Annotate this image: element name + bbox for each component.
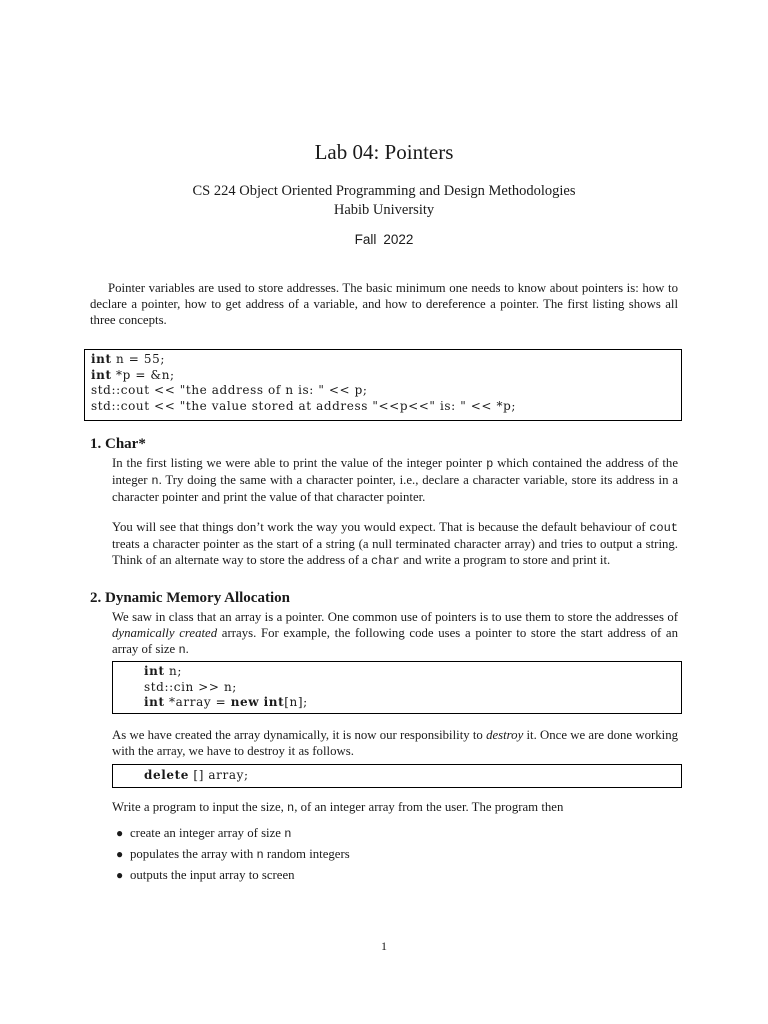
inline-code: n: [151, 474, 159, 488]
emphasis-text: destroy: [486, 728, 524, 742]
text-run: arrays. For example, the following code uses a pointer to store the start address of an array of size: [112, 626, 678, 656]
inline-code: n: [284, 827, 292, 841]
text-run: create an integer array of size: [130, 826, 285, 840]
emphasis-text: dynamically created: [112, 626, 218, 640]
text-run: , of an integer array from the user. The program then: [294, 800, 564, 814]
text-run: random integers: [263, 847, 350, 861]
course-name: CS 224 Object Oriented Programming and Design Methodologies: [192, 183, 576, 199]
code-listing-2: [112, 661, 682, 714]
text-run: it. Once we are done working with the array, we have to destroy it as follows.: [112, 728, 678, 758]
text-run: . Try doing the same with a character pointer, i.e., declare a character variable, store its address in a character pointer and print the value of that character pointer.: [112, 473, 678, 504]
code-line: std::cout << "the value stored at address "<<p<<" is: " << *p;: [91, 398, 516, 413]
text-run: Write a program to input the size,: [112, 800, 288, 814]
code-text: *p = &n;: [111, 367, 175, 382]
code-listing-3: [112, 764, 682, 788]
code-text: n;: [164, 664, 183, 678]
text-run: In the first listing we were able to print the value of the integer pointer: [112, 456, 487, 470]
text-run: You will see that things don’t work the way you would expect. That is because the default behaviour of: [112, 520, 650, 534]
section2-paragraph-2: [112, 727, 678, 759]
bullet-icon: ●: [116, 826, 124, 840]
section2-paragraph-3: [112, 799, 678, 816]
section2-paragraph-1: [112, 609, 678, 658]
page-number: 1: [381, 939, 387, 953]
code-keyword: int: [91, 367, 112, 382]
text-run: outputs the input array to screen: [130, 868, 295, 882]
text-run: which contained the address of the integer: [112, 456, 678, 487]
intro-paragraph: Pointer variables are used to store addresses. The basic minimum one needs to know about pointers is: how to declare a pointer, how to get address of a variable, and how to dereference a pointer. The first listing shows all three concepts.: [90, 281, 678, 327]
page-title: Lab 04: Pointers: [314, 140, 454, 164]
term-label: Fall: [354, 232, 377, 247]
code-text: n = 55;: [111, 352, 165, 366]
text-run: populates the array with: [130, 847, 257, 861]
term-date: [0, 232, 768, 247]
bullet-icon: ●: [116, 847, 124, 861]
code-text: [n];: [284, 695, 308, 709]
code-line: std::cout << "the address of n is: " << p;: [91, 383, 368, 397]
inline-code: char: [371, 554, 400, 568]
inline-code: p: [486, 457, 494, 471]
section1-paragraph-2: [112, 519, 678, 569]
inline-code: n: [256, 848, 264, 862]
university-name: Habib University: [333, 202, 435, 218]
bullet-icon: ●: [116, 868, 124, 882]
section-heading-char: 1. Char*: [90, 436, 146, 452]
text-run: We saw in class that an array is a pointer. One common use of pointers is to use them to store the addresses of: [112, 610, 678, 624]
inline-code: n: [287, 801, 295, 815]
section-heading-dynamic-memory: 2. Dynamic Memory Allocation: [90, 590, 290, 606]
code-line: std::cin >> n;: [144, 679, 237, 694]
code-text: [] array;: [189, 768, 249, 782]
list-item: [116, 867, 670, 888]
text-run: and write a program to store and print it.: [399, 553, 611, 567]
requirements-list: [116, 825, 670, 888]
term-year: 2022: [383, 232, 414, 247]
text-run: .: [185, 642, 189, 656]
code-keyword: int: [91, 352, 112, 366]
code-keyword: new: [230, 695, 260, 709]
code-keyword: delete: [144, 768, 189, 782]
list-item: [116, 846, 670, 867]
section1-paragraph-1: [112, 455, 678, 505]
code-text: *array =: [164, 695, 231, 709]
inline-code: n: [178, 643, 186, 657]
text-run: As we have created the array dynamically, it is now our responsibility to: [112, 728, 487, 742]
code-keyword: int: [263, 695, 285, 709]
list-item: [116, 825, 670, 846]
text-run: treats a character pointer as the start of a string (a null terminated character array) and tries to output a string. Think of an alternate way to store the address of a: [112, 537, 678, 567]
code-listing-1: [84, 349, 682, 421]
code-keyword: int: [144, 695, 165, 709]
inline-code: cout: [649, 521, 678, 535]
code-keyword: int: [144, 664, 165, 678]
